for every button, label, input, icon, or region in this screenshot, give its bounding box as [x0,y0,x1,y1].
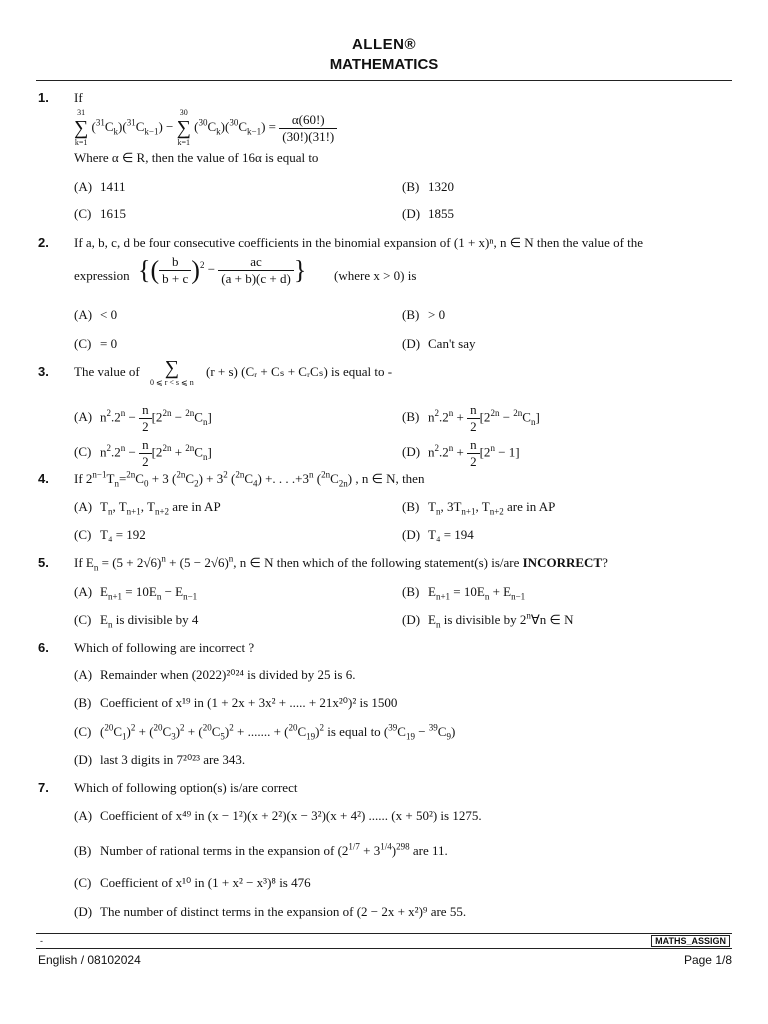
option[interactable]: (D) The number of distinct terms in the expansion of (2 − 2x + x²)⁹ are 55. [74,904,467,919]
question-text: (where x > 0) is [334,268,417,283]
option[interactable]: (C) T₄ = 192 [74,527,146,542]
summation: ∑ 0 ⩽ r < s ⩽ n [150,357,194,387]
question-text: If [74,90,83,105]
option[interactable]: (B) $E_{n+1} = 10E_n + E_{n-1}$ [402,584,526,602]
equation: If $2^{n-1}T_n=^{2n}C_0 + 3$ $(^{2n}C_2) + 3^2$ $(^{2n}C_4)$ +. . . $.+3^n$ $(^{2n}C_{2n})$ , n ∈ N, then [74,469,425,489]
question-text: expression [74,268,130,283]
question-number: 7. [38,780,49,795]
question-number: 3. [38,364,49,379]
option[interactable]: (C) $n^2.2^n$ − $\frac{n}{2}$ $[2^{2n} + ^{2n}C_n]$ [74,437,212,469]
question-text: If a, b, c, d be four consecutive coefficients in the binomial expansion of (1 + x)ⁿ, n ∈ N then the value of the [74,235,644,250]
option[interactable]: (C) $E_n$ is divisible by 4 [74,612,199,630]
equation: {( $\frac{b}{b + c}$ )$^2$ − $\frac{ac}{(a + b)(c + d)}$ } [138,254,307,286]
footer-language-date: English / 08102024 [38,953,141,967]
option[interactable]: (A) $n^2.2^n$ − $\frac{n}{2}$ $[2^{2n} - ^{2n}C_n]$ [74,402,212,434]
option[interactable]: (D) last 3 digits in 7²⁰²³ are 343. [74,752,246,767]
option[interactable]: (B) 1320 [402,179,454,194]
brand-logo: ALLEN® [351,36,417,53]
option[interactable]: (D) 1855 [402,206,454,221]
header-divider [36,80,732,81]
question-text: (r + s) (Cᵣ + Cₛ + CᵣCₛ) is equal to - [206,364,393,379]
question-text: Which of following are incorrect ? [74,640,255,655]
option[interactable]: (A) $T_n$, $T_{n+1}$, $T_{n+2}$ are in AP [74,499,221,517]
option[interactable]: (A) 1411 [74,179,126,194]
option[interactable]: (C) Coefficient of x¹⁰ in (1 + x² − x³)⁸ is 476 [74,875,311,890]
option[interactable]: (C) = 0 [74,336,118,351]
option[interactable]: (D) T₄ = 194 [402,527,474,542]
option[interactable]: (A) $E_{n+1} = 10E_n - E_{n-1}$ [74,584,198,602]
footer-left-mark: - [40,936,43,946]
page-number: Page 1/8 [683,953,732,967]
option[interactable]: (A) Remainder when (2022)²⁰²⁴ is divided by 25 is 6. [74,667,356,682]
question-text: Where α ∈ R, then the value of 16α is equal to [74,150,319,165]
page-title: MATHEMATICS [329,56,439,73]
question-number: 4. [38,471,49,486]
option[interactable]: (B) Number of rational terms in the expansion of $(2^{1/7} + 3^{1/4})^{298}$ are 11. [74,841,448,858]
option[interactable]: (A) Coefficient of x⁴⁹ in (x − 1²)(x + 2²)(x − 3²)(x + 4²) ...... (x + 50²) is 1275. [74,808,482,823]
equation: If $E_n = (5 + 2√6)^n + (5 - 2√6)^n$, n ∈ N then which of the following statement(s) is/are INCORRECT? [74,553,608,573]
option[interactable]: (B) Coefficient of x¹⁹ in (1 + 2x + 3x² + ..... + 21x²⁰)² is 1500 [74,695,398,710]
equation: 31 ∑ k=1 $(^{31}C_k)(^{31}C_{k-1})$ − 30 ∑ k=1 $(^{30}C_k)(^{30}C_{k-1})$ = $\frac{\alpha(60!)}{(30!)(31!)}$ [74,108,337,148]
option[interactable]: (D) $n^2.2^n$ + $\frac{n}{2}$ $[2^n - 1]$ [402,437,520,469]
option[interactable]: (B) $n^2.2^n$ + $\frac{n}{2}$ $[2^{2n} - ^{2n}C_n]$ [402,402,540,434]
option[interactable]: (D) Can't say [402,336,476,351]
assignment-code: MATHS_ASSIGN [651,935,730,947]
option[interactable]: (D) $E_n$ is divisible by 2$^n$∀n ∈ N [402,610,574,630]
question-number: 2. [38,235,49,250]
option[interactable]: (C) $(^{20}C_1)^2 + (^{20}C_3)^2 + (^{20}C_5)^2$ + ....... + $(^{20}C_{19})^2$ is equal to $(^{39}C_{19} - ^{39}C_9)$ [74,722,456,742]
question-number: 1. [38,90,49,105]
option[interactable]: (C) 1615 [74,206,126,221]
question-number: 5. [38,555,49,570]
question-text: The value of [74,364,140,379]
question-number: 6. [38,640,49,655]
option[interactable]: (A) < 0 [74,307,118,322]
option[interactable]: (B) > 0 [402,307,446,322]
question-text: Which of following option(s) is/are correct [74,780,298,795]
option[interactable]: (B) $T_n$, $3T_{n+1}$, $T_{n+2}$ are in AP [402,499,556,517]
footer-bar [36,933,732,949]
